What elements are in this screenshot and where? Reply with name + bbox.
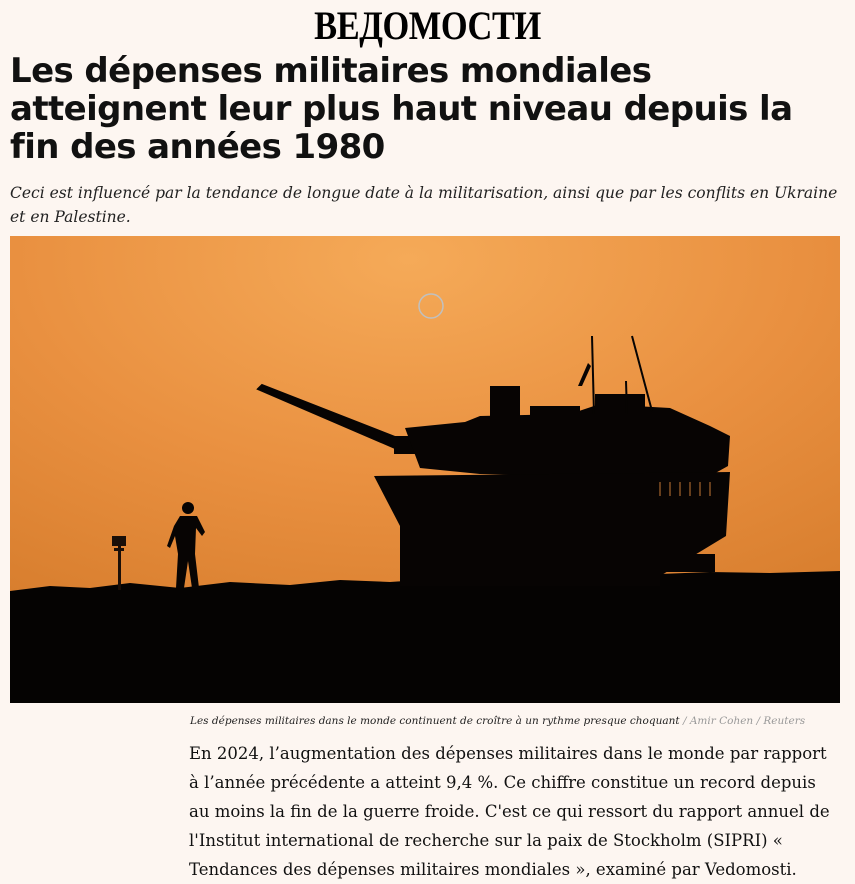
article-photo — [10, 236, 840, 703]
photo-author: Amir Cohen — [689, 715, 754, 727]
article-body-paragraph: En 2024, l’augmentation des dépenses militaires dans le monde par rapport à l’année précédente a atteint 9,4 %. Ce chiffre constitue un record depuis au moins la fin de la guerre froide. C'est ce qui ressort du rapport annuel de l'Institut international de recherche sur la paix de Stockholm (SIPRI) « Tendances des dépenses militaires mondiales », examiné par Vedomosti. — [189, 744, 830, 879]
tank-silhouette-image — [10, 236, 840, 703]
article-subtitle: Ceci est influencé par la tendance de longue date à la militarisation, ainsi que par les conflits en Ukraine et en Palestine. — [10, 184, 838, 226]
credit-separator: / — [753, 715, 764, 727]
photo-caption — [190, 715, 840, 727]
vedomosti-logo[interactable]: ВЕДОМОСТИ — [314, 3, 541, 48]
credit-separator: / — [679, 715, 690, 727]
caption-text: Les dépenses militaires dans le monde continuent de croître à un rythme presque choquant — [190, 715, 680, 727]
article-headline: Les dépenses militaires mondiales atteignent leur plus haut niveau depuis la fin des années 1980 — [10, 51, 793, 167]
photo-agency: Reuters — [763, 715, 806, 727]
